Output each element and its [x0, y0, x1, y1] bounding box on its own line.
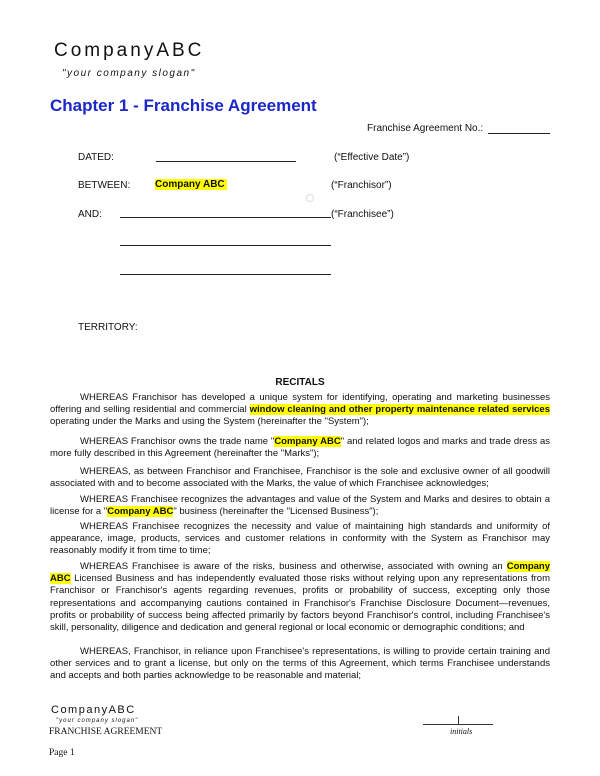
dated-line: [156, 161, 296, 162]
chapter-title: Chapter 1 - Franchise Agreement: [50, 96, 317, 115]
dated-label: DATED:: [78, 152, 114, 163]
recital-paragraph-5: WHEREAS Franchisee recognizes the necessity and value of maintaining high standards and uniformity of appearance, image, products, services and customer relations in conformity with the System as Franchisor may reasonably modify it from time to time;: [50, 521, 550, 557]
franchisee-note: (“Franchisee”): [331, 209, 394, 220]
faint-dot: [306, 194, 314, 202]
franchisor-name: Company ABC: [155, 179, 227, 190]
initials-tick: [458, 716, 459, 724]
recital-paragraph-4: WHEREAS Franchisee recognizes the advantages and value of the System and Marks and desires to obtain a license for a "Company ABC" business (hereinafter the "Licensed Business");: [50, 494, 550, 518]
initials-line: [423, 724, 493, 725]
agreement-number-line: [488, 133, 550, 134]
agreement-number-label: Franchise Agreement No.:: [367, 123, 484, 134]
recital-paragraph-1: WHEREAS Franchisor has developed a unique system for identifying, operating and marketing businesses offering and selling residential and commercial window cleaning and other property maintenance related services operating under the Marks and using the System (hereinafter the "System");: [50, 392, 550, 428]
effective-date-note: (“Effective Date”): [334, 152, 410, 163]
territory-label: TERRITORY:: [78, 322, 138, 333]
page-number: Page 1: [49, 748, 75, 758]
franchisee-line-3: [120, 274, 331, 275]
company-logo: CompanyABC: [54, 40, 205, 61]
footer-title: FRANCHISE AGREEMENT: [49, 727, 163, 737]
company-slogan: "your company slogan": [62, 68, 196, 79]
initials-label: initials: [450, 727, 473, 736]
and-label: AND:: [78, 209, 102, 220]
recital-paragraph-2: WHEREAS Franchisor owns the trade name "Company ABC" and related logos and marks and trade dress as more fully described in this Agreement (hereinafter the "Marks");: [50, 436, 551, 460]
franchisor-note: (“Franchisor”): [331, 180, 392, 191]
recital-paragraph-7: WHEREAS, Franchisor, in reliance upon Franchisee's representations, is willing to provide certain training and other services and to grant a license, but only on the terms of this Agreement, which terms Franchisee understands and accepts and both parties acknowledge to be reasonable and material;: [50, 646, 550, 682]
footer-company-logo: CompanyABC: [51, 704, 136, 716]
franchisee-line-2: [120, 245, 331, 246]
recitals-heading: RECITALS: [275, 377, 325, 388]
footer-slogan: "your company slogan": [56, 718, 139, 724]
between-label: BETWEEN:: [78, 180, 131, 191]
franchisee-line-1: [120, 217, 331, 218]
recital-paragraph-6: WHEREAS Franchisee is aware of the risks, business and otherwise, associated with owning an Company ABC Licensed Business and has independently evaluated those risks without relying upon any representations from Franchisor or Franchisor's agents regarding revenues, profits or probability of success, excepting only those representations and accompanying cautions contained in Franchisor's Franchise Disclosure Document—revenues, profits or probability of success being affected primarily by factors beyond Franchisor's control, including Franchisee's skill, personality, diligence and dedication and general regional or local economic or demographic conditions; and: [50, 561, 550, 634]
recital-paragraph-3: WHEREAS, as between Franchisor and Franchisee, Franchisor is the sole and exclusive owner of all goodwill associated with and to become associated with the Marks, the value of which Franchisee acknowledges;: [50, 466, 550, 490]
